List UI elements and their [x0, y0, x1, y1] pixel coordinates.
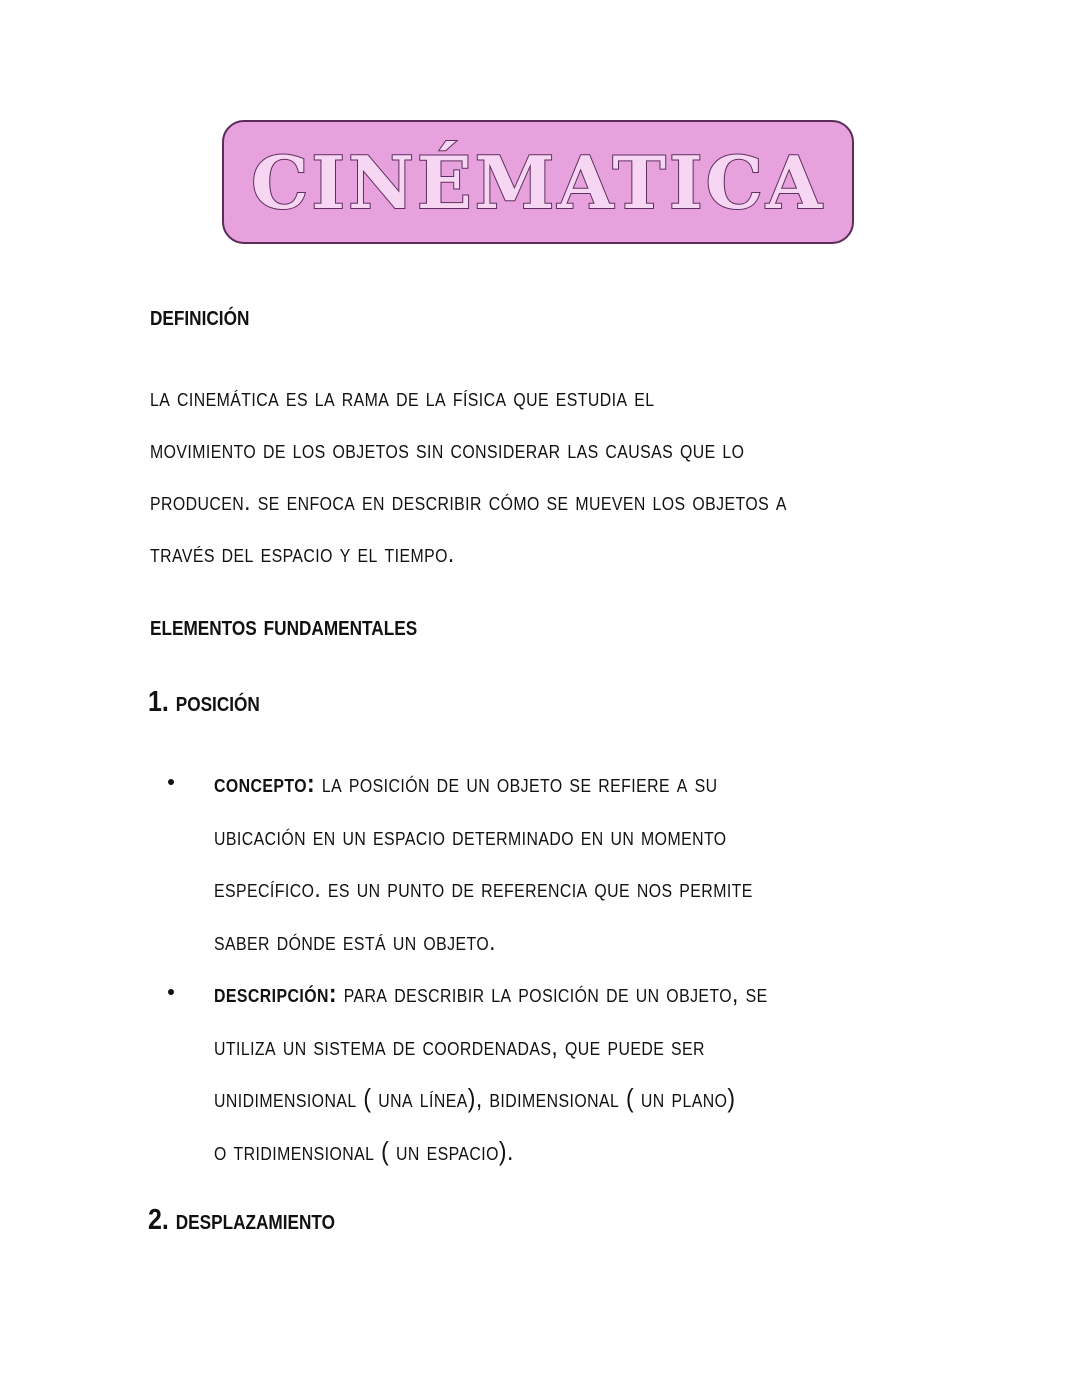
concepto-line: ubicación en un espacio determinado en un momento — [214, 820, 727, 851]
descripcion-label: descripción: — [214, 978, 337, 1008]
title-banner — [222, 120, 854, 244]
definicion-line: la cinemática es la rama de la física que estudia el — [150, 382, 655, 412]
definicion-paragraph — [150, 371, 942, 579]
bullet-icon — [168, 779, 174, 785]
list-item — [150, 757, 1050, 967]
concepto-line: la posición de un objeto se refiere a su — [315, 768, 718, 798]
descripcion-line: utiliza un sistema de coordenadas, que puede ser — [214, 1030, 705, 1061]
definicion-heading: definición — [150, 300, 250, 332]
definicion-line: producen. se enfoca en describir cómo se mueven los objetos a — [150, 486, 787, 516]
desplazamiento-heading: 2. desplazamiento — [148, 1204, 336, 1236]
concepto-label: concepto: — [214, 768, 316, 798]
page-title: CINÉMATICA — [251, 139, 825, 225]
definicion-line: movimiento de los objetos sin considerar las causas que lo — [150, 434, 745, 464]
definicion-line: través del espacio y el tiempo. — [150, 538, 455, 568]
concepto-line: saber dónde está un objeto. — [214, 925, 496, 956]
elementos-heading: elementos fundamentales — [150, 610, 418, 642]
descripcion-line: o tridimensional ( un espacio). — [214, 1135, 514, 1166]
concepto-line: específico. es un punto de referencia que nos permite — [214, 873, 753, 903]
descripcion-line: para describir la posición de un objeto, se — [336, 978, 768, 1008]
descripcion-line: unidimensional ( una línea), bidimensional ( un plano) — [214, 1083, 736, 1113]
posicion-bullets — [150, 757, 1050, 1177]
list-item — [150, 967, 1050, 1177]
bullet-icon — [168, 989, 174, 995]
posicion-heading: 1. posición — [148, 686, 260, 718]
